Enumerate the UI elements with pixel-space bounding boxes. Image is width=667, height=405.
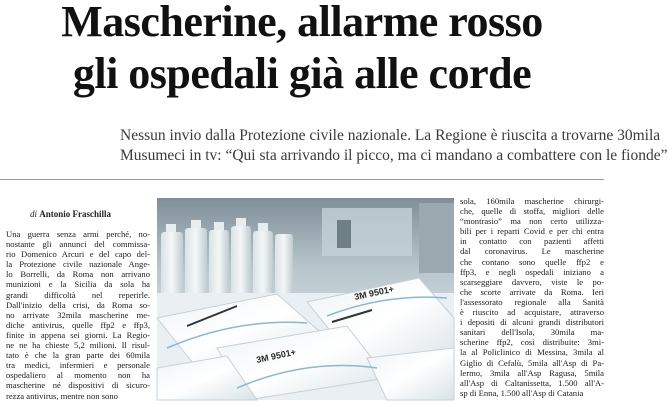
- article-line: nostante gli annunci del commissa-: [6, 239, 150, 250]
- article-line: la al Policlinico di Messina, 3mila al: [460, 347, 604, 358]
- article-column-left: [6, 229, 150, 400]
- article-line: è riuscito ad acquistare, attraverso: [460, 307, 604, 318]
- article-line: la Protezione civile nazionale Ange-: [6, 259, 150, 270]
- article-line: munizioni e la Sicilia da sola ha: [6, 279, 150, 290]
- article-line: diche antivirus, quelle ffp2 e ffp3,: [6, 319, 150, 330]
- article-column-right: [460, 196, 604, 400]
- article-line: mascherine né dispositivi di sicuro-: [6, 380, 150, 391]
- article-line: ospedaliero al momento non ha: [6, 370, 150, 381]
- article-line: lermo, 3mila all'Asp Ragusa, 5mila: [460, 367, 604, 378]
- subheadline-line-2: Musumeci in tv: “Qui sta arrivando il picco, ma ci mandano a combattere con le fionde”: [120, 147, 667, 164]
- subheadline: [120, 126, 667, 166]
- article-line: che contano sono quelle ffp2 e: [460, 256, 604, 267]
- article-line: scarseggiare davvero, viste le po-: [460, 276, 604, 287]
- article-line: no arrivate 32mila mascherine me-: [6, 309, 150, 320]
- article-line: sanitari dell'Isola, 30mila ma-: [460, 327, 604, 338]
- subheadline-line-1: Nessun invio dalla Protezione civile nazionale. La Regione è riuscita a trovarne 30mila: [120, 127, 661, 144]
- article-line: scherine ffp2, così distribuite: 3mi-: [460, 337, 604, 348]
- byline-author: Antonio Fraschilla: [39, 209, 112, 219]
- byline: [30, 209, 111, 219]
- section-divider: [0, 179, 604, 180]
- article-line: Dall'inizio della crisi, da Roma so-: [6, 299, 150, 310]
- article-line: bili per i reparti Covid e per chi entra: [460, 226, 604, 237]
- article-line: i depositi di alcuni grandi distributori: [460, 317, 604, 328]
- article-line: rio Domenico Arcuri e del capo del-: [6, 249, 150, 260]
- article-line: che, quelle di stoffa, migliori delle: [460, 206, 604, 217]
- article-line: sola, 160mila mascherine chirurgi-: [460, 196, 604, 206]
- article-line: ne ne ha chieste 5,2 milioni. Il risul-: [6, 340, 150, 351]
- article-line: Una guerra senza armi perché, no-: [6, 229, 150, 239]
- byline-prefix: di: [30, 209, 38, 219]
- headline-line-1: Mascherine, allarme rosso: [61, 0, 543, 46]
- mask-label-1: 3M 9501+: [353, 283, 395, 302]
- article-line: rezza antivirus, mentre non sono: [6, 390, 118, 401]
- headline-line-2: gli ospedali già alle corde: [72, 49, 532, 98]
- mask-label-2: 3M 9501+: [255, 346, 297, 365]
- article-line: tra medici, infermieri e personale: [6, 360, 150, 371]
- photo-masks-and-bottles: [157, 198, 454, 400]
- article-line: lo Borrelli, da Roma non arrivano: [6, 269, 150, 280]
- article-line: all'Asp di Caltanissetta, 1.500 all'A-: [460, 377, 604, 388]
- article-line: “montrasio” ma non certo utilizza-: [460, 216, 604, 227]
- article-photo: [157, 198, 454, 400]
- article-line: che scorte arrivate da Roma. Ieri: [460, 286, 604, 297]
- article-line: Giglio di Cefalù, 5mila all'Asp di Pa-: [460, 357, 604, 368]
- article-line: finite in appena sei giorni. La Regio-: [6, 329, 150, 340]
- article-line: in contatto con pazienti affetti: [460, 236, 604, 247]
- article-line: ffp3, e negli ospedali iniziano a: [460, 266, 604, 277]
- article-line: sp di Enna, 1.500 all'Asp di Catania: [460, 387, 584, 398]
- article-line: dal coronavirus. Le mascherine: [460, 246, 604, 257]
- article-line: grandi difficoltà nel reperirle.: [6, 289, 150, 300]
- article-line: tato è che la gran parte dei 60mila: [6, 350, 150, 361]
- article-line: l'assessorato regionale alla Sanità: [460, 296, 604, 307]
